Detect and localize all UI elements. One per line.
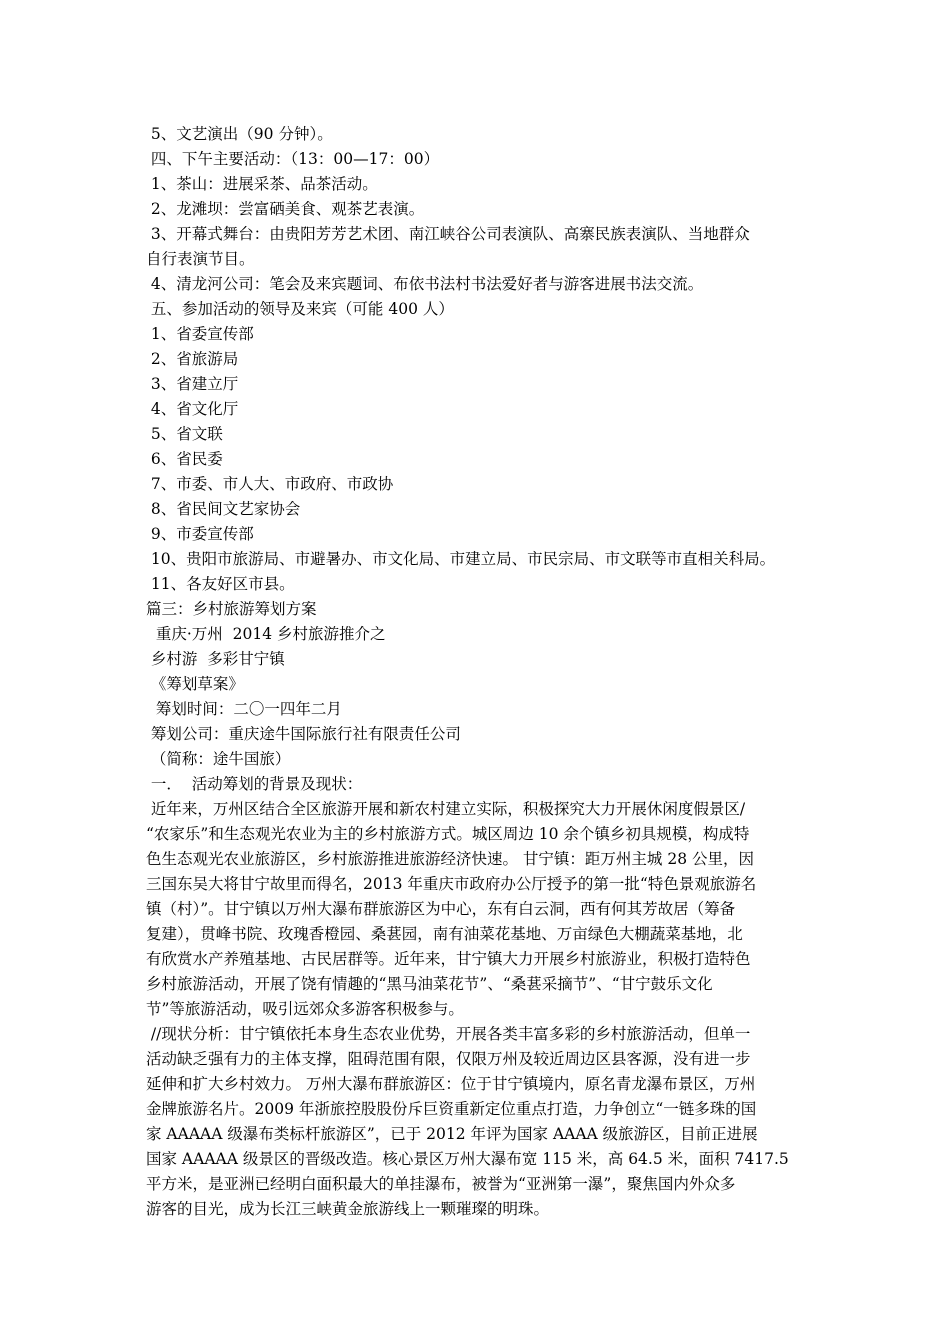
text-line: 自行表演节目。 (146, 250, 255, 268)
list-item: 6、省民委 (146, 450, 223, 468)
paragraph-line: “农家乐”和生态观光农业为主的乡村旅游方式。城区周边 10 余个镇乡初具规模，构成特 (146, 825, 750, 843)
text-line: 2、龙滩坝：尝富硒美食、观茶艺表演。 (146, 200, 425, 218)
list-item: 4、省文化厅 (146, 400, 239, 418)
paragraph-line: 镇（村）”。甘宁镇以万州大瀑布群旅游区为中心，东有白云洞，西有何其芳故居（筹备 (146, 900, 736, 918)
paragraph-line: 国家 AAAAA 级景区的晋级改造。核心景区万州大瀑布宽 115 米，高 64.5 米，面积 7417.5 (146, 1150, 789, 1168)
paragraph-line: 近年来，万州区结合全区旅游开展和新农村建立实际，积极探究大力开展休闲度假景区/ (146, 800, 746, 818)
text-line: 1、茶山：进展采茶、品茶活动。 (146, 175, 378, 193)
paragraph-line: //现状分析：甘宁镇依托本身生态农业优势，开展各类丰富多彩的乡村旅游活动，但单一 (146, 1025, 751, 1043)
lines-block (146, 122, 814, 797)
list-item: 7、市委、市人大、市政府、市政协 (146, 475, 394, 493)
text-line: 重庆·万州 2014 乡村旅游推介之 (146, 625, 386, 643)
paragraph-line: 复建），贯峰书院、玫瑰香橙园、桑葚园，南有油菜花基地、万亩绿色大棚蔬菜基地，北 (146, 925, 743, 943)
paragraph-line: 平方米，是亚洲已经明白面积最大的单挂瀑布，被誉为“亚洲第一瀑”，聚焦国内外众多 (146, 1175, 736, 1193)
list-item: 2、省旅游局 (146, 350, 239, 368)
text-line: 筹划时间：二〇一四年二月 (146, 700, 342, 718)
list-item: 11、各友好区市县。 (146, 575, 295, 593)
text-line: 筹划公司：重庆途牛国际旅行社有限责任公司 (146, 725, 461, 743)
paragraph-line: 有欣赏水产养殖基地、古民居群等。近年来，甘宁镇大力开展乡村旅游业，积极打造特色 (146, 950, 751, 968)
text-line: 3、开幕式舞台：由贵阳芳芳艺术团、南江峡谷公司表演队、高寨民族表演队、当地群众 (146, 225, 750, 243)
text-line: （简称：途牛国旅） (146, 750, 291, 768)
analysis-paragraph (146, 1022, 814, 1222)
chapter-title: 篇三：乡村旅游筹划方案 (146, 600, 317, 618)
paragraph-line: 延伸和扩大乡村效力。 万州大瀑布群旅游区：位于甘宁镇境内，原名青龙瀑布景区，万州 (146, 1075, 756, 1093)
list-item: 10、贵阳市旅游局、市避暑办、市文化局、市建立局、市民宗局、市文联等市直相关科局。 (146, 550, 776, 568)
paragraph-line: 金牌旅游名片。2009 年浙旅控股股份斥巨资重新定位重点打造，力争创立“一链多珠的国 (146, 1100, 757, 1118)
text-line: 4、清龙河公司：笔会及来宾题词、布依书法村书法爱好者与游客进展书法交流。 (146, 275, 704, 293)
list-item: 3、省建立厅 (146, 375, 239, 393)
text-line: 乡村游 多彩甘宁镇 (146, 650, 285, 668)
paragraph-line: 节”等旅游活动，吸引远郊众多游客积极参与。 (146, 1000, 464, 1018)
section-heading: 五、参加活动的领导及来宾（可能 400 人） (146, 300, 454, 318)
paragraph-line: 三国东吴大将甘宁故里而得名，2013 年重庆市政府办公厅授予的第一批“特色景观旅游名 (146, 875, 757, 893)
paragraph-line: 家 AAAAA 级瀑布类标杆旅游区”，已于 2012 年评为国家 AAAA 级旅游区，目前正进展 (146, 1125, 758, 1143)
background-paragraph (146, 797, 814, 1022)
text-line: 《筹划草案》 (146, 675, 244, 693)
paragraph-line: 活动缺乏强有力的主体支撑，阻碍范围有限，仅限万州及较近周边区县客源，没有进一步 (146, 1050, 751, 1068)
document-page (146, 122, 814, 1222)
list-item: 9、市委宣传部 (146, 525, 254, 543)
list-item: 8、省民间文艺家协会 (146, 500, 301, 518)
section-heading: 四、下午主要活动：（13：00—17：00） (146, 150, 440, 168)
list-item: 1、省委宣传部 (146, 325, 254, 343)
paragraph-line: 色生态观光农业旅游区，乡村旅游推进旅游经济快速。 甘宁镇：距万州主城 28 公里，因 (146, 850, 755, 868)
list-item: 5、省文联 (146, 425, 223, 443)
text-line: 5、文艺演出（90 分钟）。 (146, 125, 333, 143)
paragraph-line: 游客的目光，成为长江三峡黄金旅游线上一颗璀璨的明珠。 (146, 1200, 550, 1218)
paragraph-line: 乡村旅游活动，开展了饶有情趣的“黑马油菜花节”、“桑葚采摘节”、“甘宁鼓乐文化 (146, 975, 713, 993)
section-heading: 一． 活动筹划的背景及现状： (146, 775, 363, 793)
